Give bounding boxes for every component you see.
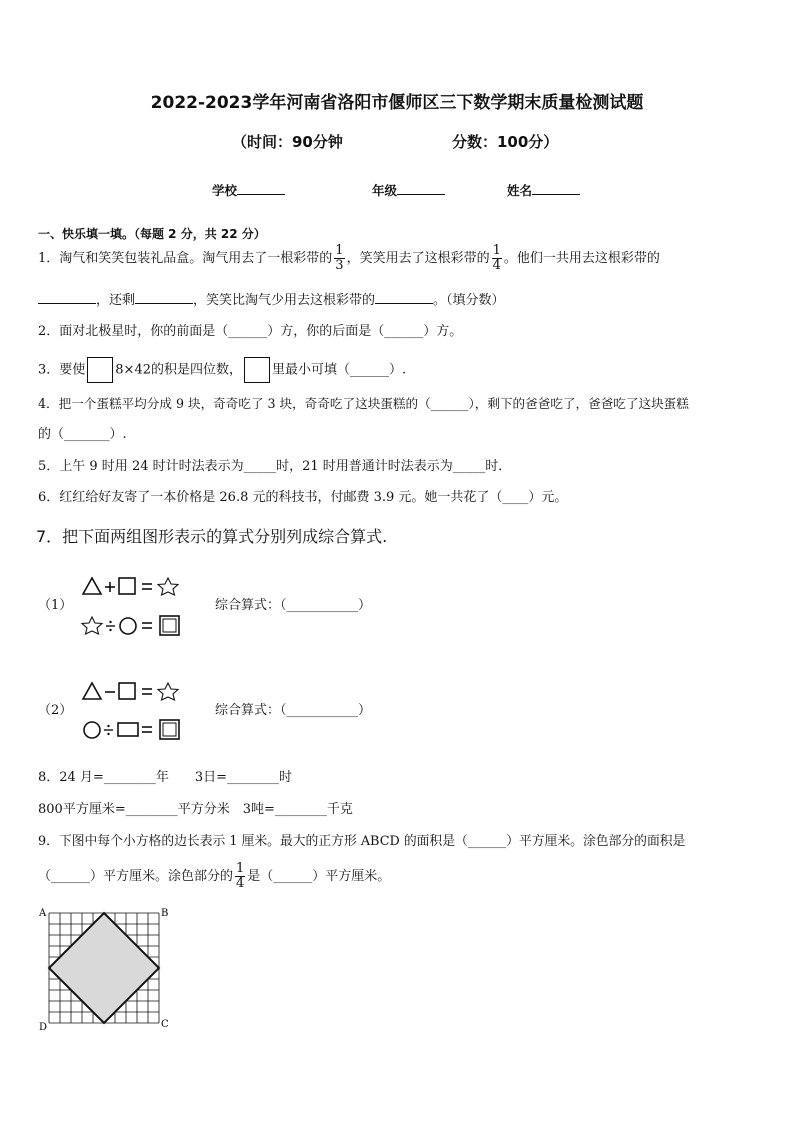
- q3-text-a: 3．要使: [38, 362, 86, 378]
- question-9-line2: [38, 862, 390, 891]
- fraction-one-fourth: [235, 862, 245, 891]
- exam-score: 分数：100分）: [452, 133, 559, 151]
- q1-text-c: 。他们一共用去这根彩带的: [503, 251, 660, 266]
- frac-den: 4: [492, 258, 501, 273]
- grid-figure: [36, 904, 176, 1034]
- triangle-icon: [83, 683, 101, 699]
- page-title: 2022-2023学年河南省洛阳市偃师区三下数学期末质量检测试题: [150, 93, 644, 113]
- frac-num: 1: [236, 861, 245, 876]
- school-blank: [237, 181, 285, 195]
- question-7: 7．把下面两组图形表示的算式分别列成综合算式.: [36, 527, 388, 546]
- q3-text-c: 里最小可填（______）.: [272, 362, 407, 378]
- question-2: 2．面对北极星时，你的前面是（______）方，你的后面是（______）方。: [38, 324, 463, 339]
- q1-text-a: 1．淘气和笑笑包装礼品盒。淘气用去了一根彩带的: [38, 251, 333, 266]
- circle-icon: [120, 618, 136, 634]
- answer-blank: [135, 290, 193, 304]
- corner-label-c: C: [161, 1019, 169, 1030]
- star-icon: [158, 683, 178, 700]
- q9-text-a: （______）平方厘米。涂色部分的: [38, 869, 234, 884]
- group-2-equations: [80, 679, 190, 745]
- group-1-label: （1）: [38, 598, 73, 613]
- rectangle-icon: [118, 723, 138, 736]
- answer-blank: [375, 290, 433, 304]
- star-icon: [82, 617, 102, 634]
- q1-text-b: ，笑笑用去了这根彩带的: [346, 251, 490, 266]
- question-3: [38, 357, 406, 383]
- section-heading: 一、快乐填一填。（每题 2 分，共 22 分）: [38, 227, 266, 241]
- corner-label-a: A: [39, 908, 47, 919]
- frac-den: 3: [335, 258, 344, 273]
- corner-label-d: D: [39, 1022, 48, 1033]
- fraction-one-fourth: [492, 244, 502, 273]
- question-8-line2: 800平方厘米=________平方分米 3吨=________千克: [38, 802, 353, 817]
- name-label: 姓名: [507, 183, 533, 198]
- fraction-one-third: [334, 244, 344, 273]
- shaded-square: [49, 913, 159, 1023]
- circle-icon: [84, 722, 100, 738]
- name-field: [507, 181, 580, 199]
- q1-text-e: ，笑笑比淘气少用去这根彩带的: [193, 293, 376, 308]
- corner-label-b: B: [161, 908, 169, 919]
- frac-den: 4: [236, 876, 245, 891]
- question-8-line1: 8．24 月=________年 3日=________时: [38, 770, 293, 785]
- group-1-answer: 综合算式：（___________）: [215, 598, 372, 613]
- group-2-answer: 综合算式：（___________）: [215, 703, 372, 718]
- question-1-line1: [38, 244, 660, 273]
- blank-box: [244, 357, 270, 383]
- question-1-line2: [38, 290, 505, 310]
- triangle-icon: [83, 578, 101, 594]
- question-4-line1: 4．把一个蛋糕平均分成 9 块，奇奇吃了 3 块，奇奇吃了这块蛋糕的（______），剩下的爸爸吃了，爸爸吃了这块蛋糕: [38, 396, 689, 411]
- question-5: 5．上午 9 时用 24 时计时法表示为_____时，21 时用普通计时法表示为_____时．: [38, 459, 512, 474]
- grade-field: [372, 181, 445, 199]
- grade-label: 年级: [372, 183, 398, 198]
- blank-box: [87, 357, 113, 383]
- school-label: 学校: [212, 183, 238, 198]
- star-icon: [158, 578, 178, 595]
- name-blank: [532, 181, 580, 195]
- question-6: 6．红红给好友寄了一本价格是 26.8 元的科技书，付邮费 3.9 元。她一共花了（____）元。: [38, 490, 568, 505]
- square-icon: [119, 578, 135, 594]
- q1-text-d: ，还剩: [96, 293, 136, 308]
- frac-num: 1: [335, 243, 344, 258]
- exam-time: （时间：90分钟: [232, 133, 343, 151]
- square-icon: [119, 683, 135, 699]
- frac-num: 1: [492, 243, 501, 258]
- q1-text-f: 。（填分数）: [433, 293, 505, 308]
- question-4-line2: 的（_______）.: [38, 427, 127, 442]
- group-2-label: （2）: [38, 703, 73, 718]
- answer-blank: [38, 290, 96, 304]
- group-1-equations: [80, 574, 190, 640]
- q3-text-b: 8×42的积是四位数，: [115, 362, 242, 378]
- school-field: [212, 181, 285, 199]
- question-9-line1: 9．下图中每个小方格的边长表示 1 厘米。最大的正方形 ABCD 的面积是（______）平方厘米。涂色部分的面积是: [38, 834, 686, 849]
- grade-blank: [397, 181, 445, 195]
- q9-text-b: 是（______）平方厘米。: [247, 869, 391, 884]
